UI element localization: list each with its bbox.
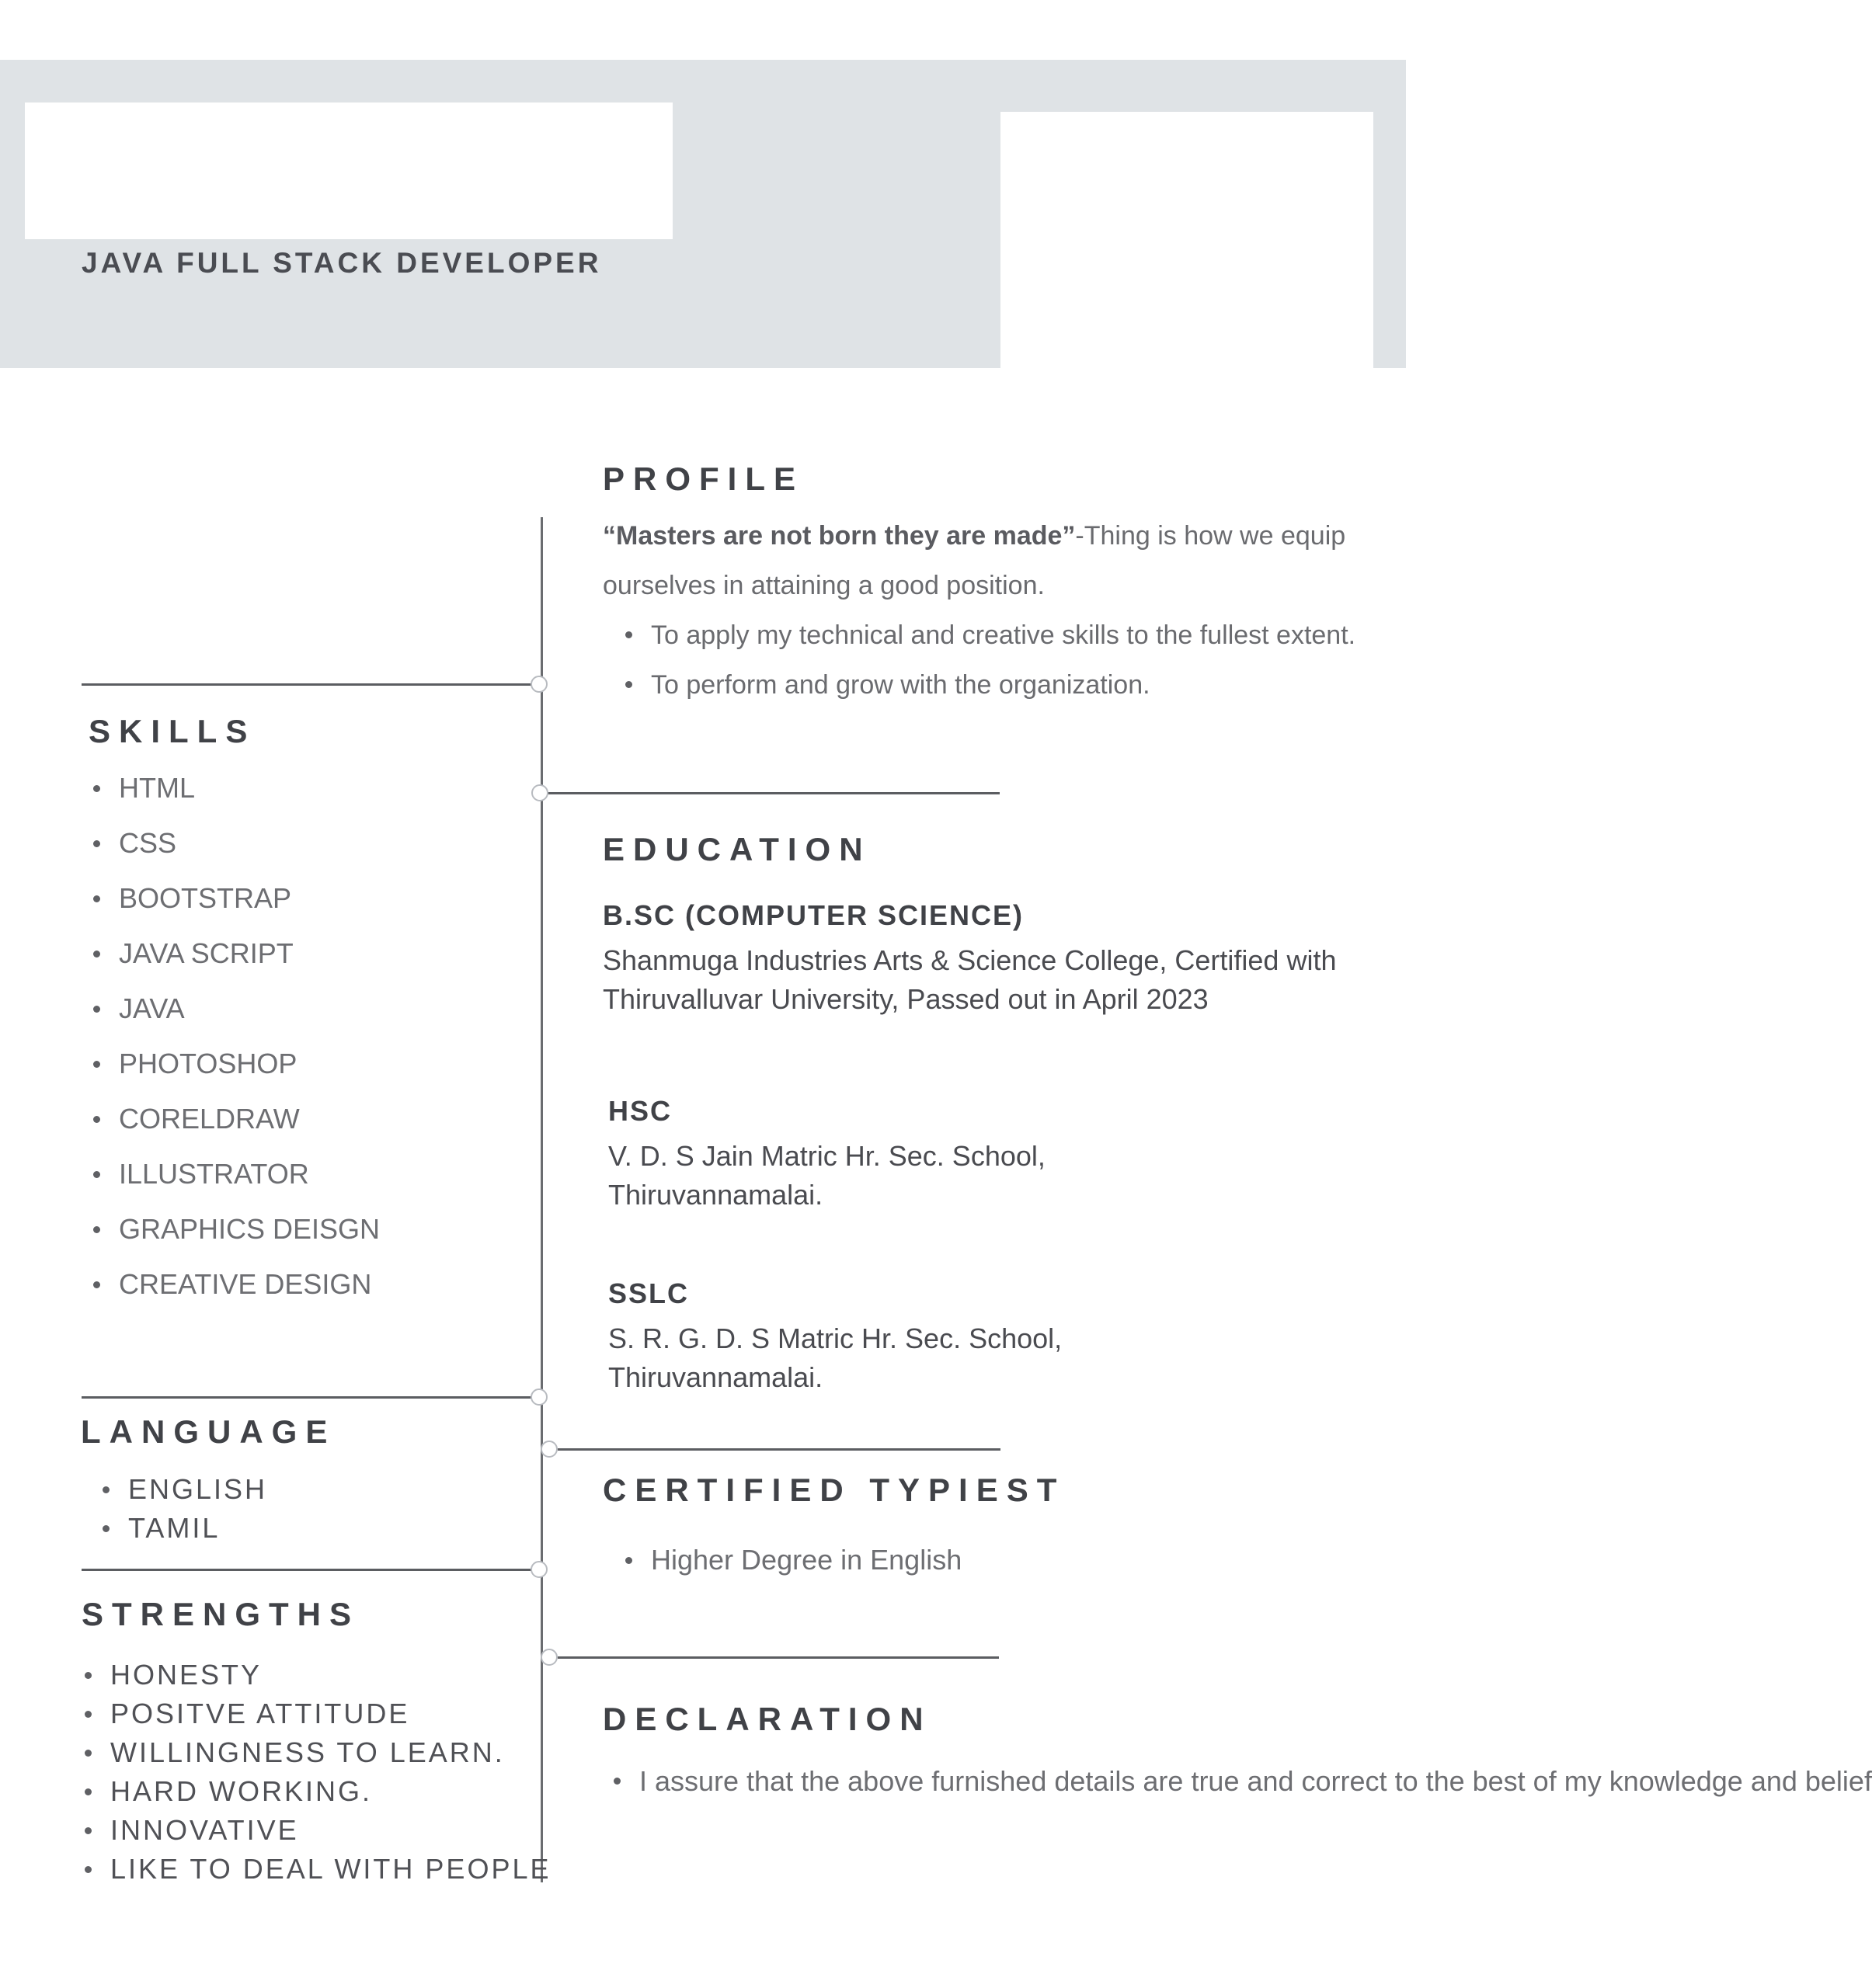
skill-item: CORELDRAW <box>119 1100 380 1155</box>
education-degree: HSC <box>608 1095 673 1127</box>
profile-intro-text: -Thing is how we equip ourselves in attaining a good position. <box>603 521 1346 600</box>
education-degree: SSLC <box>608 1277 690 1309</box>
strength-item: HARD WORKING. <box>110 1772 545 1811</box>
skills-list <box>119 769 380 1320</box>
divider-declaration <box>558 1656 999 1659</box>
strengths-heading: STRENGTHS <box>82 1596 360 1632</box>
strengths-list <box>110 1656 552 1889</box>
certified-item: Higher Degree in English <box>651 1542 977 1578</box>
profile-points <box>651 610 1381 710</box>
education-details: V. D. S Jain Matric Hr. Sec. School, Thiruvannamalai. <box>608 1140 1046 1211</box>
timeline-node <box>531 1561 548 1578</box>
timeline-node <box>531 784 548 801</box>
photo-placeholder-box <box>1000 112 1373 368</box>
language-heading: LANGUAGE <box>81 1413 336 1450</box>
timeline-node <box>531 1388 548 1406</box>
timeline-node <box>531 676 548 693</box>
education-heading: EDUCATION <box>603 831 872 867</box>
certified-heading: CERTIFIED TYPIEST <box>603 1472 1066 1508</box>
declaration-heading: DECLARATION <box>603 1701 932 1737</box>
divider-certified <box>558 1448 1000 1451</box>
language-item: TAMIL <box>128 1509 267 1548</box>
divider-skills <box>82 683 538 686</box>
skill-item: GRAPHICS DEISGN <box>119 1210 380 1265</box>
declaration-item: I assure that the above furnished details are true and correct to the best of my knowledge and belief <box>639 1757 1315 1806</box>
language-item: ENGLISH <box>128 1470 267 1509</box>
skill-item: JAVA <box>119 989 380 1044</box>
skills-heading: SKILLS <box>89 713 256 749</box>
strength-item: INNOVATIVE <box>110 1811 545 1850</box>
strength-item: HONESTY <box>110 1656 545 1694</box>
skill-item: PHOTOSHOP <box>119 1044 380 1100</box>
profile-intro <box>603 511 1380 610</box>
name-placeholder-box <box>25 103 673 239</box>
strength-item: LIKE TO DEAL WITH PEOPLE <box>110 1850 545 1889</box>
skill-item: CREATIVE DESIGN <box>119 1265 380 1320</box>
declaration-list <box>639 1757 1872 1806</box>
profile-point: To apply my technical and creative skills to the fullest extent. <box>651 610 1381 660</box>
skill-item: CSS <box>119 824 380 879</box>
skill-item: ILLUSTRATOR <box>119 1155 380 1210</box>
job-title: JAVA FULL STACK DEVELOPER <box>82 247 602 279</box>
skill-item: BOOTSTRAP <box>119 879 380 934</box>
education-details: Shanmuga Industries Arts & Science College, Certified with Thiruvalluvar University, Passed out in April 2023 <box>603 944 1337 1015</box>
certified-list <box>651 1542 977 1578</box>
skill-item: HTML <box>119 769 380 824</box>
profile-heading: PROFILE <box>603 461 805 497</box>
education-degree: B.SC (COMPUTER SCIENCE) <box>603 899 1025 931</box>
profile-point: To perform and grow with the organization. <box>651 660 1381 710</box>
divider-strengths <box>82 1569 538 1571</box>
divider-language <box>82 1396 538 1399</box>
skill-item: JAVA SCRIPT <box>119 934 380 989</box>
strength-item: POSITVE ATTITUDE <box>110 1694 545 1733</box>
divider-education <box>546 792 1000 794</box>
strength-item: WILLINGNESS TO LEARN. <box>110 1733 545 1772</box>
education-details: S. R. G. D. S Matric Hr. Sec. School, Thiruvannamalai. <box>608 1322 1063 1393</box>
timeline-node <box>541 1441 558 1458</box>
profile-quote: “Masters are not born they are made” <box>603 521 1076 551</box>
language-list <box>128 1470 267 1548</box>
